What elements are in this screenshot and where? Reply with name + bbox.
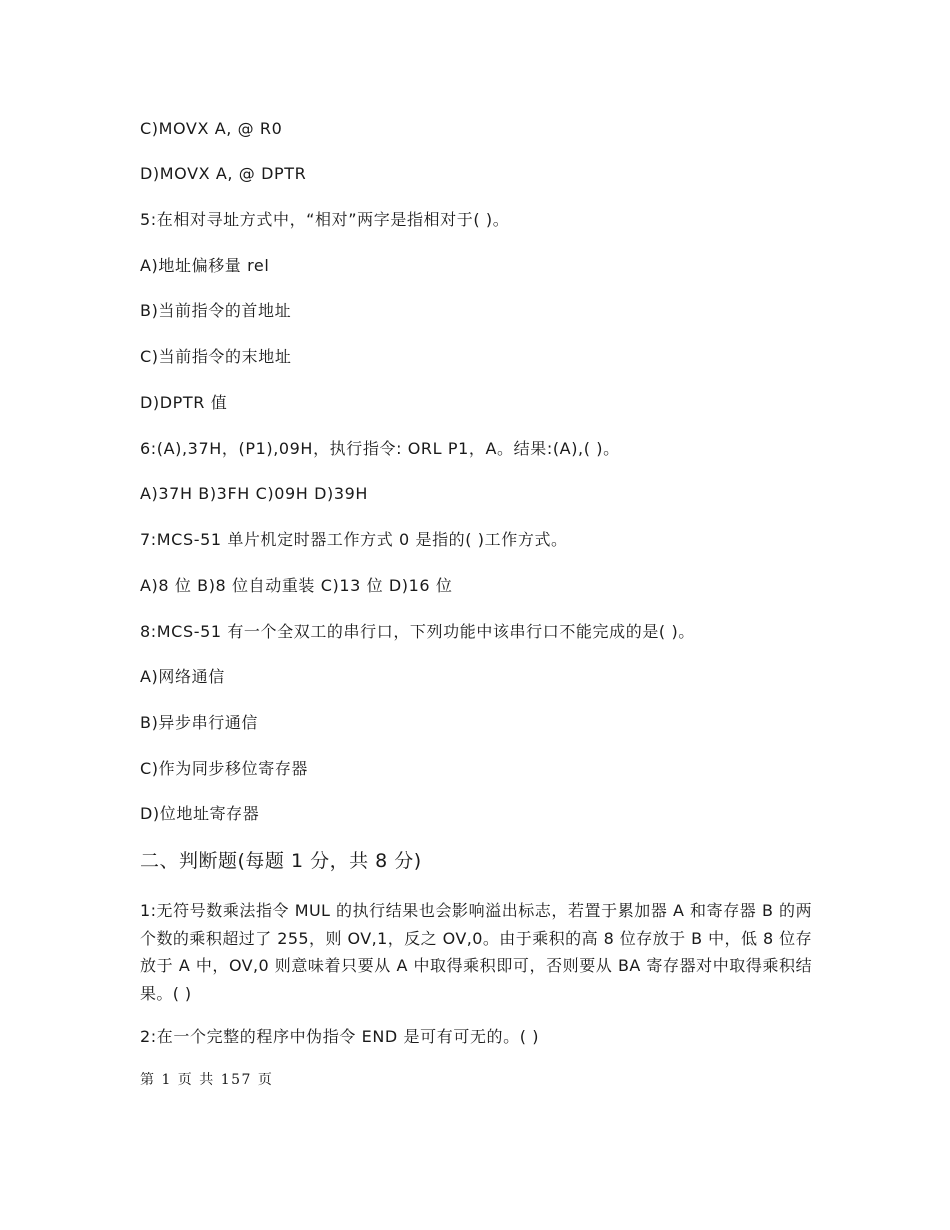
question-8: 8:MCS-51 有一个全双工的串行口，下列功能中该串行口不能完成的是( )。: [140, 622, 695, 641]
question-5: 5:在相对寻址方式中，“相对”两字是指相对于( )。: [140, 210, 510, 229]
q8-option-c: C)作为同步移位寄存器: [140, 759, 309, 778]
judgement-question-2: 2:在一个完整的程序中伪指令 END 是可有可无的。( ): [140, 1027, 540, 1046]
q6-options: A)37H B)3FH C)09H D)39H: [140, 484, 369, 503]
q8-option-d: D)位地址寄存器: [140, 804, 260, 823]
option-c-movx-r0: C)MOVX A, @ R0: [140, 119, 283, 138]
q5-option-b: B)当前指令的首地址: [140, 301, 292, 320]
section-heading: 二、判断题(每题 1 分，共 8 分): [140, 850, 422, 872]
page-footer: 第 1 页 共 157 页: [140, 1072, 274, 1088]
q5-option-a: A)地址偏移量 rel: [140, 256, 270, 275]
q8-option-b: B)异步串行通信: [140, 713, 259, 732]
question-6: 6:(A),37H，(P1),09H，执行指令: ORL P1，A。结果:(A),( )。: [140, 439, 620, 458]
q7-options: A)8 位 B)8 位自动重装 C)13 位 D)16 位: [140, 576, 453, 595]
q8-option-a: A)网络通信: [140, 667, 225, 686]
question-7: 7:MCS-51 单片机定时器工作方式 0 是指的( )工作方式。: [140, 530, 568, 549]
q5-option-c: C)当前指令的末地址: [140, 347, 292, 366]
q5-option-d: D)DPTR 值: [140, 393, 228, 412]
option-d-movx-dptr: D)MOVX A, @ DPTR: [140, 164, 307, 183]
judgement-question-1: 1:无符号数乘法指令 MUL 的执行结果也会影响溢出标志，若置于累加器 A 和寄存器 B 的两个数的乘积超过了 255，则 OV,1，反之 OV,0。由于乘积的高 8 位存放于 B 中，低 8 位存放于 A 中，OV,0 则意味着只要从 A 中取得乘积即可，否则要从 BA 寄存器对中取得乘积结果。( ): [140, 901, 812, 1003]
